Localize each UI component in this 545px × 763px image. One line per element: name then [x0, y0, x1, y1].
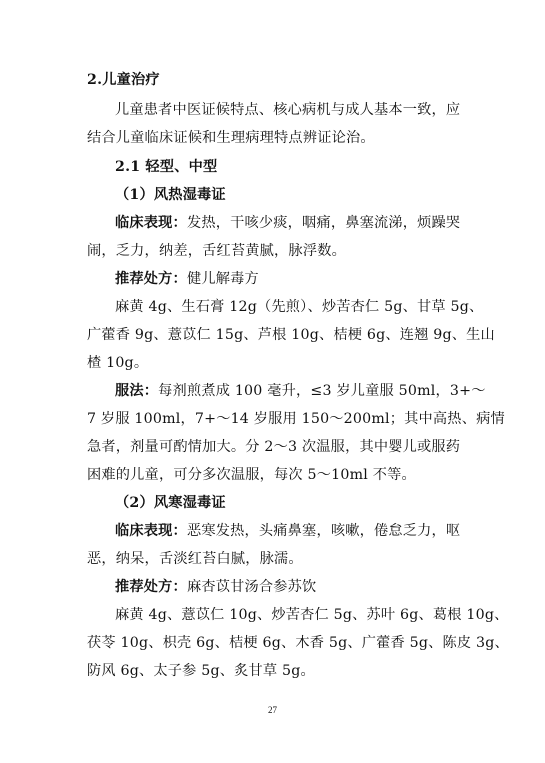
syndrome2-herbs-line-3: 防风 6g、太子参 5g、炙甘草 5g。 [87, 663, 315, 679]
syndrome1-herbs-line-1: 麻黄 4g、生石膏 12g（先煎）、炒苦杏仁 5g、甘草 5g、 [115, 299, 484, 315]
rx-name: 麻杏苡甘汤合参苏饮 [186, 579, 317, 595]
section-heading: 2.儿童治疗 [87, 72, 160, 88]
rx-label: 推荐处方： [115, 271, 187, 287]
syndrome1-dose-line-2: 7 岁服 100ml，7+～14 岁服用 150～200ml；其中高热、病情 [87, 411, 505, 427]
syndrome2-clinical-line-1 [115, 521, 465, 541]
syndrome1-herbs-line-3: 楂 10g。 [87, 355, 149, 371]
syndrome1-dose-line-1 [115, 381, 486, 401]
syndrome2-herbs-line-2: 茯苓 10g、枳壳 6g、桔梗 6g、木香 5g、广藿香 5g、陈皮 3g、 [87, 635, 509, 651]
rx-label: 推荐处方： [115, 579, 187, 595]
dose-label: 服法： [115, 383, 159, 399]
syndrome1-rx [115, 269, 465, 289]
syndrome1-clinical-line-2: 闹，乏力，纳差，舌红苔黄腻，脉浮数。 [87, 243, 346, 259]
syndrome1-dose-line-3: 急者，剂量可酌情加大。分 2～3 次温服，其中婴儿或服药 [87, 439, 461, 455]
clinical-text: 恶寒发热，头痛鼻塞，咳嗽，倦怠乏力，呕 [186, 523, 461, 539]
intro-line-2: 结合儿童临床证候和生理病理特点辨证论治。 [87, 130, 375, 146]
syndrome1-dose-line-4: 困难的儿童，可分多次温服，每次 5～10ml 不等。 [87, 467, 416, 483]
syndrome1-clinical-line-1 [115, 213, 465, 233]
syndrome2-herbs-line-1: 麻黄 4g、薏苡仁 10g、炒苦杏仁 5g、苏叶 6g、葛根 10g、 [115, 607, 509, 623]
clinical-label: 临床表现： [115, 215, 187, 231]
clinical-text: 发热，干咳少痰，咽痛，鼻塞流涕，烦躁哭 [186, 215, 461, 231]
syndrome1-title: （1）风热湿毒证 [115, 187, 226, 203]
syndrome1-herbs-line-2: 广藿香 9g、薏苡仁 15g、芦根 10g、桔梗 6g、连翘 9g、生山 [87, 327, 495, 343]
clinical-label: 临床表现： [115, 523, 187, 539]
rx-name: 健儿解毒方 [186, 271, 259, 287]
syndrome2-rx [115, 577, 465, 597]
page-number: 27 [268, 705, 277, 715]
syndrome2-title: （2）风寒湿毒证 [115, 495, 226, 511]
subheading: 2.1 轻型、中型 [115, 159, 218, 175]
dose-text: 每剂煎煮成 100 毫升，≤3 岁儿童服 50ml，3+～ [158, 383, 486, 399]
syndrome2-clinical-line-2: 恶，纳呆，舌淡红苔白腻，脉濡。 [87, 551, 303, 567]
intro-line-1: 儿童患者中医证候特点、核心病机与成人基本一致，应 [115, 102, 461, 118]
